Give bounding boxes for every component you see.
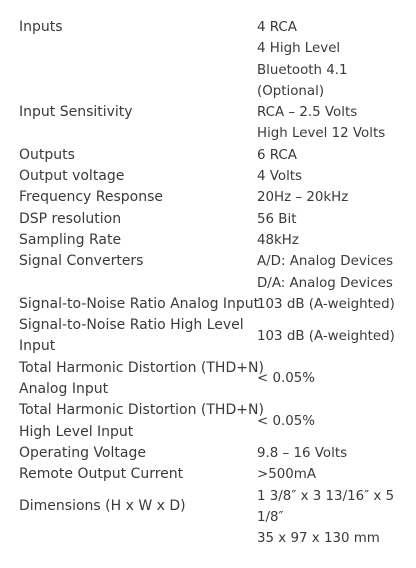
spec-value (238, 294, 416, 315)
spec-value-line: 9.8 – 16 Volts (257, 445, 348, 461)
spec-row (0, 251, 416, 294)
spec-label-line: Inputs (19, 19, 63, 35)
spec-value-line: 6 RCA (257, 147, 297, 163)
spec-row (0, 464, 416, 485)
spec-label (0, 209, 238, 230)
spec-value (238, 464, 416, 485)
spec-label-line: Dimensions (H x W x D) (19, 498, 186, 515)
spec-value-line: 1 3/8″ x 3 13/16″ x 5 (257, 488, 395, 504)
spec-value-line: 4 High Level (257, 41, 341, 57)
spec-label-line: Output voltage (19, 168, 125, 185)
spec-row (0, 528, 416, 549)
spec-label-line: Signal-to-Noise Ratio High Level (19, 317, 244, 334)
spec-row (0, 230, 416, 251)
spec-value-line: 4 Volts (257, 169, 303, 185)
spec-label-line: High Level Input (19, 423, 134, 440)
spec-value-line: 35 x 97 x 130 mm (257, 531, 380, 547)
spec-row (0, 209, 416, 230)
spec-label (0, 230, 238, 251)
spec-row (0, 358, 416, 401)
spec-label (0, 315, 244, 358)
spec-label-line: Total Harmonic Distortion (THD+N) (19, 359, 264, 376)
spec-value (238, 251, 416, 294)
spec-row (0, 400, 416, 443)
spec-value-line: 48kHz (257, 232, 299, 248)
spec-value (238, 17, 416, 102)
spec-value-line: 4 RCA (257, 20, 297, 35)
spec-value-line: 56 Bit (257, 211, 297, 227)
spec-label (0, 400, 264, 443)
spec-row (0, 187, 416, 208)
spec-value (238, 187, 416, 208)
spec-value (238, 102, 416, 145)
spec-value-line: 1/8″ (257, 509, 284, 525)
spec-row (0, 486, 416, 529)
spec-row (0, 294, 416, 315)
spec-value-line: 103 dB (A-weighted) (257, 328, 395, 344)
spec-label-line: DSP resolution (19, 210, 122, 227)
spec-label-line: Outputs (19, 146, 75, 163)
spec-value (238, 145, 416, 166)
spec-value (238, 166, 416, 187)
spec-value-line: >500mA (257, 467, 316, 483)
spec-row (0, 443, 416, 464)
spec-value (238, 326, 416, 347)
spec-row (0, 166, 416, 187)
spec-label (0, 102, 238, 123)
spec-label (0, 443, 238, 464)
spec-label (0, 251, 238, 272)
spec-value-line: Bluetooth 4.1 (257, 62, 348, 78)
spec-label-line: Input Sensitivity (19, 104, 133, 121)
spec-value-line: High Level 12 Volts (257, 126, 386, 142)
spec-label-line: Signal Converters (19, 253, 144, 270)
spec-value-line: < 0.05% (257, 413, 316, 429)
spec-value-line: < 0.05% (257, 371, 316, 387)
spec-value (238, 528, 416, 549)
spec-label (0, 187, 238, 208)
spec-label (0, 496, 238, 517)
spec-label (0, 145, 238, 166)
spec-label-line: Total Harmonic Distortion (THD+N) (19, 402, 264, 419)
spec-label-line: Frequency Response (19, 189, 164, 206)
spec-value (238, 230, 416, 251)
spec-label-line: Analog Input (19, 381, 109, 398)
spec-row (0, 17, 416, 102)
spec-value-line: RCA – 2.5 Volts (257, 105, 358, 121)
spec-value-line: 20Hz – 20kHz (257, 190, 349, 206)
spec-label-line: Operating Voltage (19, 444, 146, 461)
spec-value (238, 368, 416, 389)
spec-value-line: A/D: Analog Devices (257, 254, 394, 270)
spec-value-line: 103 dB (A-weighted) (257, 296, 395, 312)
spec-value (238, 443, 416, 464)
spec-value-line: (Optional) (257, 83, 325, 99)
spec-label-line: Remote Output Current (19, 466, 184, 483)
spec-label-line: Input (19, 338, 56, 355)
spec-label (0, 17, 238, 38)
spec-label-line: Sampling Rate (19, 231, 122, 248)
spec-label-line: Signal-to-Noise Ratio Analog Input (19, 295, 260, 312)
spec-row (0, 102, 416, 145)
spec-row (0, 315, 416, 358)
spec-value (238, 486, 416, 529)
spec-value (238, 411, 416, 432)
spec-row (0, 145, 416, 166)
spec-label (0, 294, 260, 315)
spec-label (0, 358, 264, 401)
spec-label (0, 166, 238, 187)
spec-value (238, 209, 416, 230)
spec-value-line: D/A: Analog Devices (257, 275, 393, 291)
spec-label (0, 464, 238, 485)
